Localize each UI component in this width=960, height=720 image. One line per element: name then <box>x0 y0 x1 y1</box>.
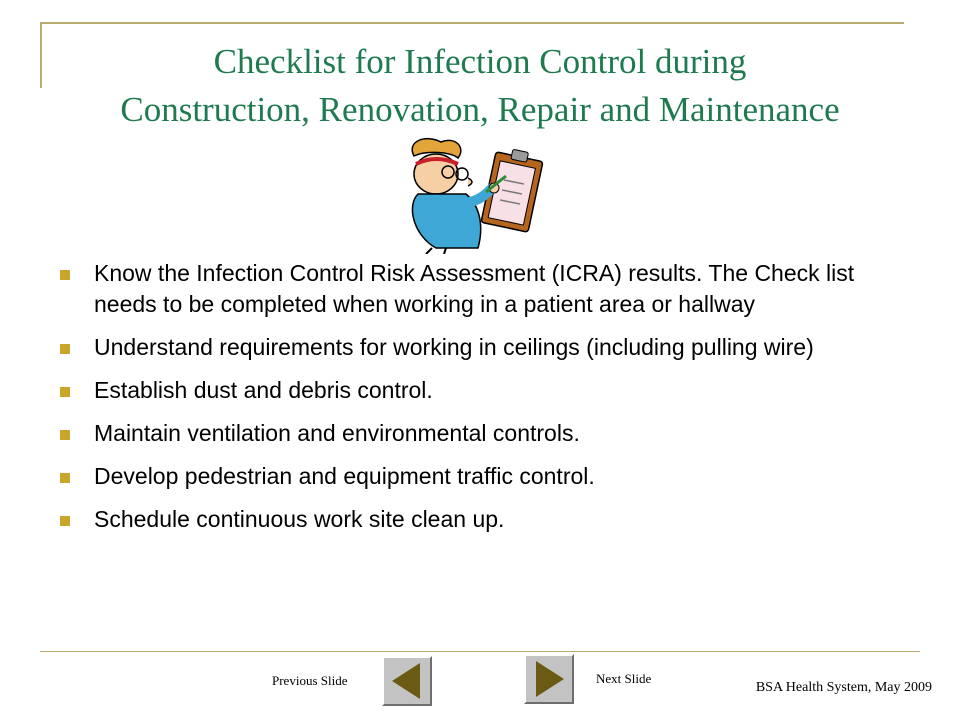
bullet-square-icon <box>60 387 70 397</box>
arrow-left-icon <box>384 658 430 704</box>
bullet-text: Establish dust and debris control. <box>94 377 433 403</box>
arrow-right-icon <box>526 656 572 702</box>
bullet-text: Schedule continuous work site clean up. <box>94 506 505 532</box>
bullet-square-icon <box>60 516 70 526</box>
next-slide-button[interactable] <box>524 654 574 704</box>
bullet-square-icon <box>60 270 70 280</box>
bullet-list <box>60 258 920 547</box>
list-item <box>60 504 920 535</box>
footer-rule <box>40 651 920 652</box>
list-item <box>60 332 920 363</box>
bullet-square-icon <box>60 430 70 440</box>
bullet-text: Maintain ventilation and environmental controls. <box>94 420 580 446</box>
bullet-square-icon <box>60 473 70 483</box>
frame-top-rule <box>40 22 904 24</box>
list-item <box>60 418 920 449</box>
bullet-text: Develop pedestrian and equipment traffic control. <box>94 463 595 489</box>
list-item <box>60 258 920 320</box>
list-item <box>60 375 920 406</box>
list-item <box>60 461 920 492</box>
previous-slide-label: Previous Slide <box>272 673 348 688</box>
next-slide-label: Next Slide <box>596 671 652 686</box>
title-line-2: Construction, Renovation, Repair and Maintenance <box>120 90 840 129</box>
title-line-1: Checklist for Infection Control during <box>213 42 747 81</box>
bullet-text: Know the Infection Control Risk Assessment (ICRA) results. The Check list needs to be completed when working in a patient area or hallway <box>94 260 855 317</box>
slide-title <box>40 38 920 134</box>
previous-slide-button[interactable] <box>382 656 432 706</box>
bullet-square-icon <box>60 344 70 354</box>
worker-with-clipboard-icon <box>396 136 554 254</box>
bullet-text: Understand requirements for working in ceilings (including pulling wire) <box>94 334 814 360</box>
credit-text: BSA Health System, May 2009 <box>755 680 932 695</box>
